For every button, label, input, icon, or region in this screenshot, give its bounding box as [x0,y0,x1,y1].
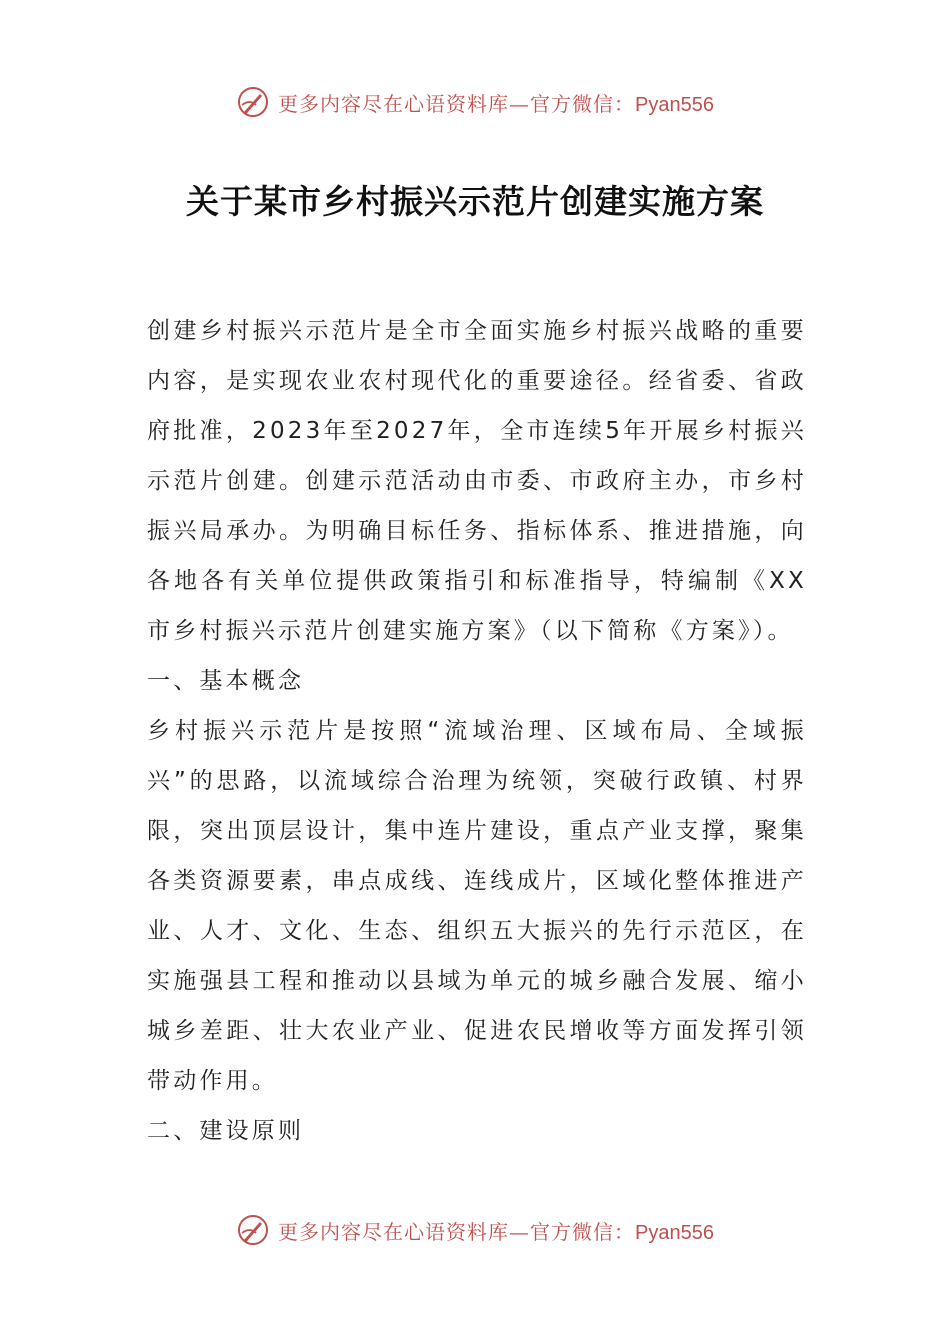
quill-pen-logo-icon [236,1213,270,1247]
quill-pen-logo-icon [236,85,270,119]
wechat-id: Pyan556 [635,93,714,116]
basic-concept-paragraph: 乡村振兴示范片是按照“流域治理、区域布局、全域振兴”的思路，以流域综合治理为统领，突破行政镇、村界限，突出顶层设计，集中连片建设，重点产业支撑，聚集各类资源要素，串点成线、连线成片，区域化整体推进产业、人才、文化、生态、组织五大振兴的先行示范区，在实施强县工程和推动以县域为单元的城乡融合发展、缩小城乡差距、壮大农业产业、促进农民增收等方面发挥引领带动作用。 [147,718,807,1094]
watermark-text: 更多内容尽在心语资料库—官方微信：Pyan556 [278,91,714,116]
document-title: 关于某市乡村振兴示范片创建实施方案 [186,182,764,221]
section-heading-basic-concept: 一、基本概念 [147,668,305,694]
intro-paragraph: 创建乡村振兴示范片是全市全面实施乡村振兴战略的重要内容，是实现农业农村现代化的重要途径。经省委、省政府批准，2023年至2027年，全市连续5年开展乡村振兴示范片创建。创建示范活动由市委、市政府主办，市乡村振兴局承办。为明确目标任务、指标体系、推进措施，向各地各有关单位提供政策指引和标准指导，特编制《XX市乡村振兴示范片创建实施方案》（以下简称《方案》）。 [147,318,807,644]
section-heading-construction-principles: 二、建设原则 [147,1118,305,1144]
watermark-text: 更多内容尽在心语资料库—官方微信：Pyan556 [278,1219,714,1244]
footer-watermark [0,1210,950,1250]
document-body [147,306,807,1156]
header-watermark [0,82,950,122]
wechat-id: Pyan556 [635,1221,714,1244]
